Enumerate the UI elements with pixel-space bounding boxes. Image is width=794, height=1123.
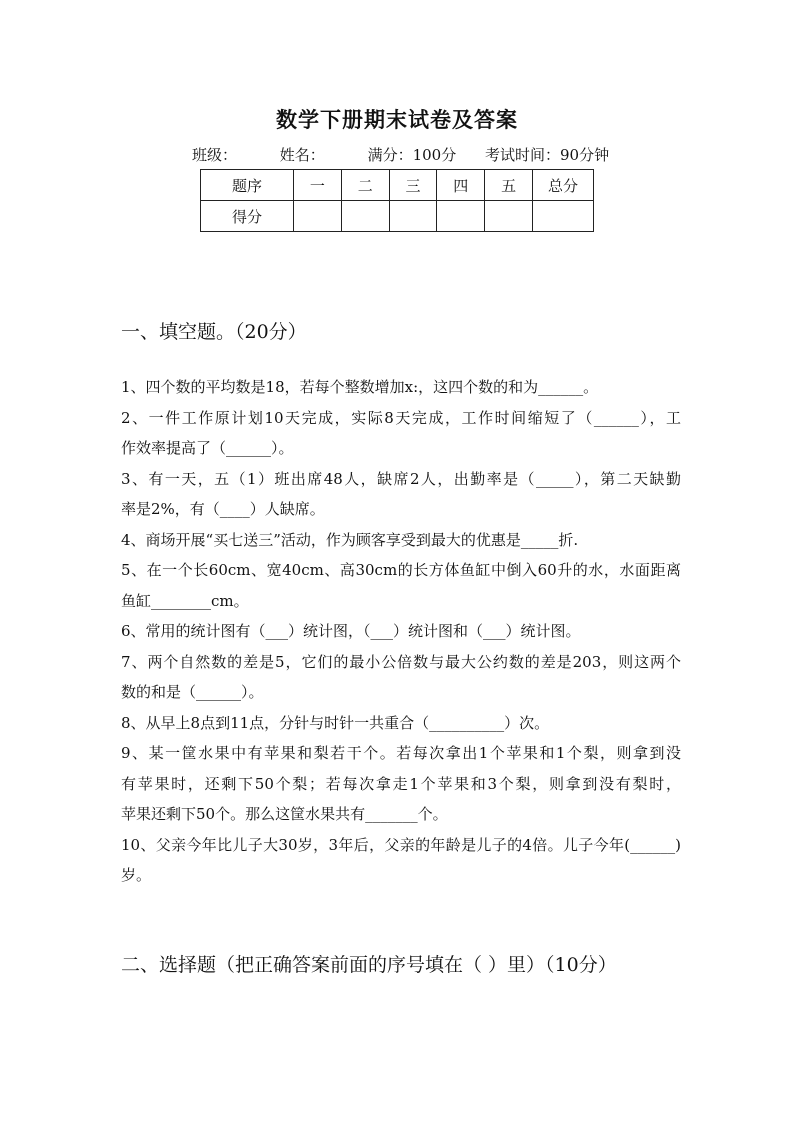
question-line: 鱼缸________cm。 — [121, 591, 249, 610]
question-line: 有苹果时，还剩下50个梨；若每次拿走1个苹果和3个梨，则拿到没有梨时， — [121, 774, 681, 793]
class-label: 班级： — [192, 146, 238, 164]
question-line: 10、父亲今年比儿子大30岁，3年后，父亲的年龄是儿子的4倍。儿子今年(______) — [121, 835, 681, 854]
question-line: 5、在一个长60cm、宽40cm、高30cm的长方体鱼缸中倒入60升的水，水面距离 — [121, 561, 681, 579]
name-label: 姓名： — [279, 146, 325, 164]
question-line: 率是2%，有（____）人缺席。 — [121, 500, 325, 518]
section1-title: 一、填空题。（20分） — [121, 321, 307, 343]
score-table-header-cell: 三 — [389, 170, 437, 201]
page-title: 数学下册期末试卷及答案 — [276, 107, 518, 132]
fill-in-questions — [121, 372, 681, 891]
question-line: 岁。 — [121, 866, 152, 884]
question-line: 作效率提高了（______）。 — [121, 439, 294, 457]
question-line: 9、某一筐水果中有苹果和梨若干个。若每次拿出1个苹果和1个梨，则拿到没 — [121, 744, 681, 762]
score-cell[interactable] — [485, 201, 533, 232]
section2-title: 二、选择题（把正确答案前面的序号填在（ ）里）（10分） — [121, 954, 617, 976]
question-line: 7、两个自然数的差是5，它们的最小公倍数与最大公约数的差是203，则这两个 — [121, 652, 681, 671]
score-table-score-row — [201, 201, 594, 232]
score-table-header-cell: 一 — [294, 170, 342, 201]
question-line: 8、从早上8点到11点，分针与时针一共重合（__________）次。 — [121, 713, 550, 732]
question-line: 2、一件工作原计划10天完成，实际8天完成，工作时间缩短了（______），工 — [121, 408, 681, 427]
question-line: 数的和是（______）。 — [121, 683, 264, 701]
question-line: 6、常用的统计图有（___）统计图，（___）统计图和（___）统计图。 — [121, 622, 581, 640]
score-cell[interactable] — [294, 201, 342, 232]
exam-info-line — [192, 144, 609, 165]
question-line: 3、有一天，五（1）班出席48人，缺席2人，出勤率是（_____），第二天缺勤 — [121, 469, 681, 488]
score-table-header-cell: 题序 — [201, 170, 294, 201]
score-table-header-cell: 五 — [485, 170, 533, 201]
score-cell[interactable] — [341, 201, 389, 232]
question-line: 苹果还剩下50个。那么这筐水果共有_______个。 — [121, 805, 448, 823]
score-table-header-cell: 四 — [437, 170, 485, 201]
question-line: 4、商场开展“买七送三”活动，作为顾客享受到最大的优惠是_____折. — [121, 530, 579, 549]
score-table-header-row — [201, 170, 594, 201]
score-table-header-cell: 二 — [341, 170, 389, 201]
score-row-label: 得分 — [201, 201, 294, 232]
score-table-header-cell: 总分 — [533, 170, 594, 201]
question-line: 1、四个数的平均数是18，若每个整数增加x:，这四个数的和为______。 — [121, 378, 599, 396]
score-cell[interactable] — [437, 201, 485, 232]
full-score-label: 满分：100分 — [367, 146, 457, 164]
score-cell[interactable] — [533, 201, 594, 232]
score-table — [200, 169, 594, 232]
score-cell[interactable] — [389, 201, 437, 232]
exam-time-label: 考试时间：90分钟 — [485, 146, 610, 164]
